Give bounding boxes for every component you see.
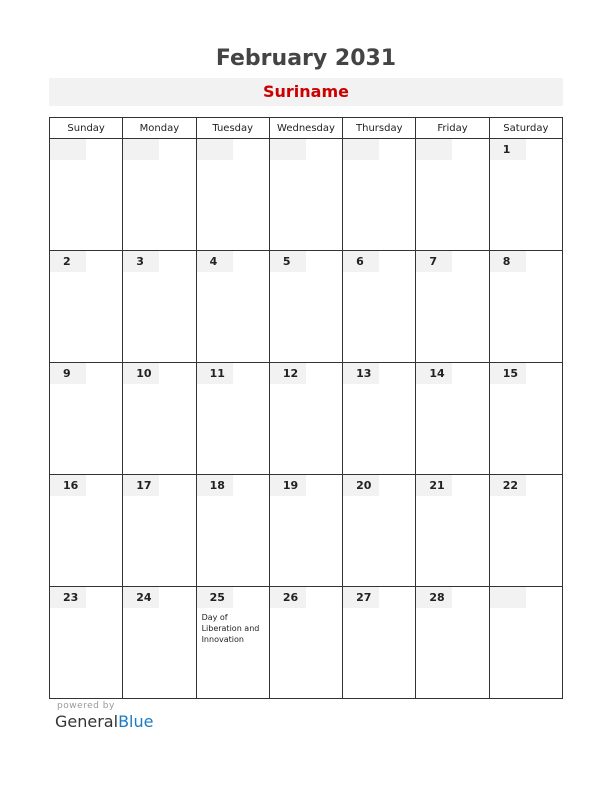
day-cell [489,139,562,251]
day-number: 19 [282,479,299,492]
day-cell [269,251,342,363]
day-number: 11 [209,367,225,380]
weekday-header-row [50,118,563,139]
day-number: 20 [356,479,372,492]
brand-name-part2: Blue [118,712,154,731]
weekday-header: Wednesday [269,118,342,139]
day-number-box [343,587,379,608]
day-number: 7 [429,255,438,268]
day-number: 24 [136,591,152,604]
weekday-header: Saturday [489,118,562,139]
day-number-box [270,363,306,384]
day-number-box [490,587,526,608]
day-number-box [416,475,452,496]
weekday-header: Friday [416,118,489,139]
day-cell [416,139,489,251]
day-cell [343,251,416,363]
day-number-box [197,475,233,496]
day-number-box [50,475,86,496]
day-cell [196,587,269,699]
day-number-box [50,139,86,160]
day-number: 1 [502,143,511,156]
weekday-header: Tuesday [196,118,269,139]
day-cell [123,475,196,587]
day-cell [269,363,342,475]
day-number-box [343,363,379,384]
day-cell [196,475,269,587]
day-number: 12 [282,367,299,380]
day-number-box [123,139,159,160]
day-number: 2 [63,255,71,268]
day-cell [343,139,416,251]
week-row [50,475,563,587]
day-number: 21 [429,479,445,492]
day-cell [196,363,269,475]
day-cell [50,587,123,699]
day-cell [343,587,416,699]
week-row [50,139,563,251]
country-name: Suriname [263,82,349,101]
day-cell [489,251,562,363]
weekday-header: Monday [123,118,196,139]
day-number: 17 [136,479,152,492]
powered-by-label: powered by [57,701,115,711]
day-number: 8 [502,255,511,268]
day-number: 4 [209,255,218,268]
day-number-box [490,139,526,160]
day-number-box [123,251,159,272]
day-cell [489,587,562,699]
day-cell [123,139,196,251]
country-banner [49,78,563,106]
week-row [50,363,563,475]
day-number-box [123,475,159,496]
day-number-box [50,363,86,384]
day-cell [50,139,123,251]
day-number: 5 [282,255,291,268]
day-number: 13 [356,367,372,380]
day-cell [416,475,489,587]
day-number-box [490,363,526,384]
day-cell [123,251,196,363]
day-number: 26 [282,591,299,604]
day-cell [123,587,196,699]
day-number-box [270,251,306,272]
day-cell [50,251,123,363]
day-number: 22 [502,479,518,492]
day-number-box [50,251,86,272]
day-number-box [270,139,306,160]
weekday-header: Sunday [50,118,123,139]
day-number-box [416,363,452,384]
day-cell [269,139,342,251]
week-row [50,251,563,363]
day-cell [416,251,489,363]
day-number: 16 [63,479,79,492]
day-number-box [197,363,233,384]
week-row [50,587,563,699]
day-number-box [270,587,306,608]
holiday-event: Day of Liberation and Innovation [201,613,260,644]
day-number: 25 [209,591,225,604]
day-number: 27 [356,591,372,604]
day-number-box [490,251,526,272]
day-cell [50,475,123,587]
day-number: 10 [136,367,152,380]
day-number-box [416,587,452,608]
day-number-box [416,251,452,272]
day-number: 9 [63,367,71,380]
day-number: 15 [502,367,518,380]
day-number: 18 [209,479,225,492]
day-cell [489,475,562,587]
day-number: 6 [356,255,364,268]
day-number: 14 [429,367,445,380]
day-number-box [197,251,233,272]
day-number: 23 [63,591,79,604]
day-cell [416,363,489,475]
day-number-box [197,587,233,608]
day-cell [269,587,342,699]
day-cell [196,251,269,363]
day-number: 28 [429,591,445,604]
day-number-box [343,139,379,160]
day-number-box [270,475,306,496]
weekday-header: Thursday [343,118,416,139]
day-cell [196,139,269,251]
day-number-box [490,475,526,496]
day-number-box [343,251,379,272]
calendar-grid [49,117,563,699]
brand-logo[interactable] [55,712,153,731]
day-cell [489,363,562,475]
day-number-box [50,587,86,608]
day-number-box [343,475,379,496]
brand-name-part1: General [55,712,119,731]
day-cell [343,475,416,587]
day-cell [416,587,489,699]
day-number-box [123,363,159,384]
day-cell [123,363,196,475]
day-number-box [197,139,233,160]
page-title: February 2031 [215,46,397,71]
day-number-box [416,139,452,160]
day-cell [50,363,123,475]
day-number: 3 [136,255,144,268]
day-cell [269,475,342,587]
day-number-box [123,587,159,608]
day-cell [343,363,416,475]
